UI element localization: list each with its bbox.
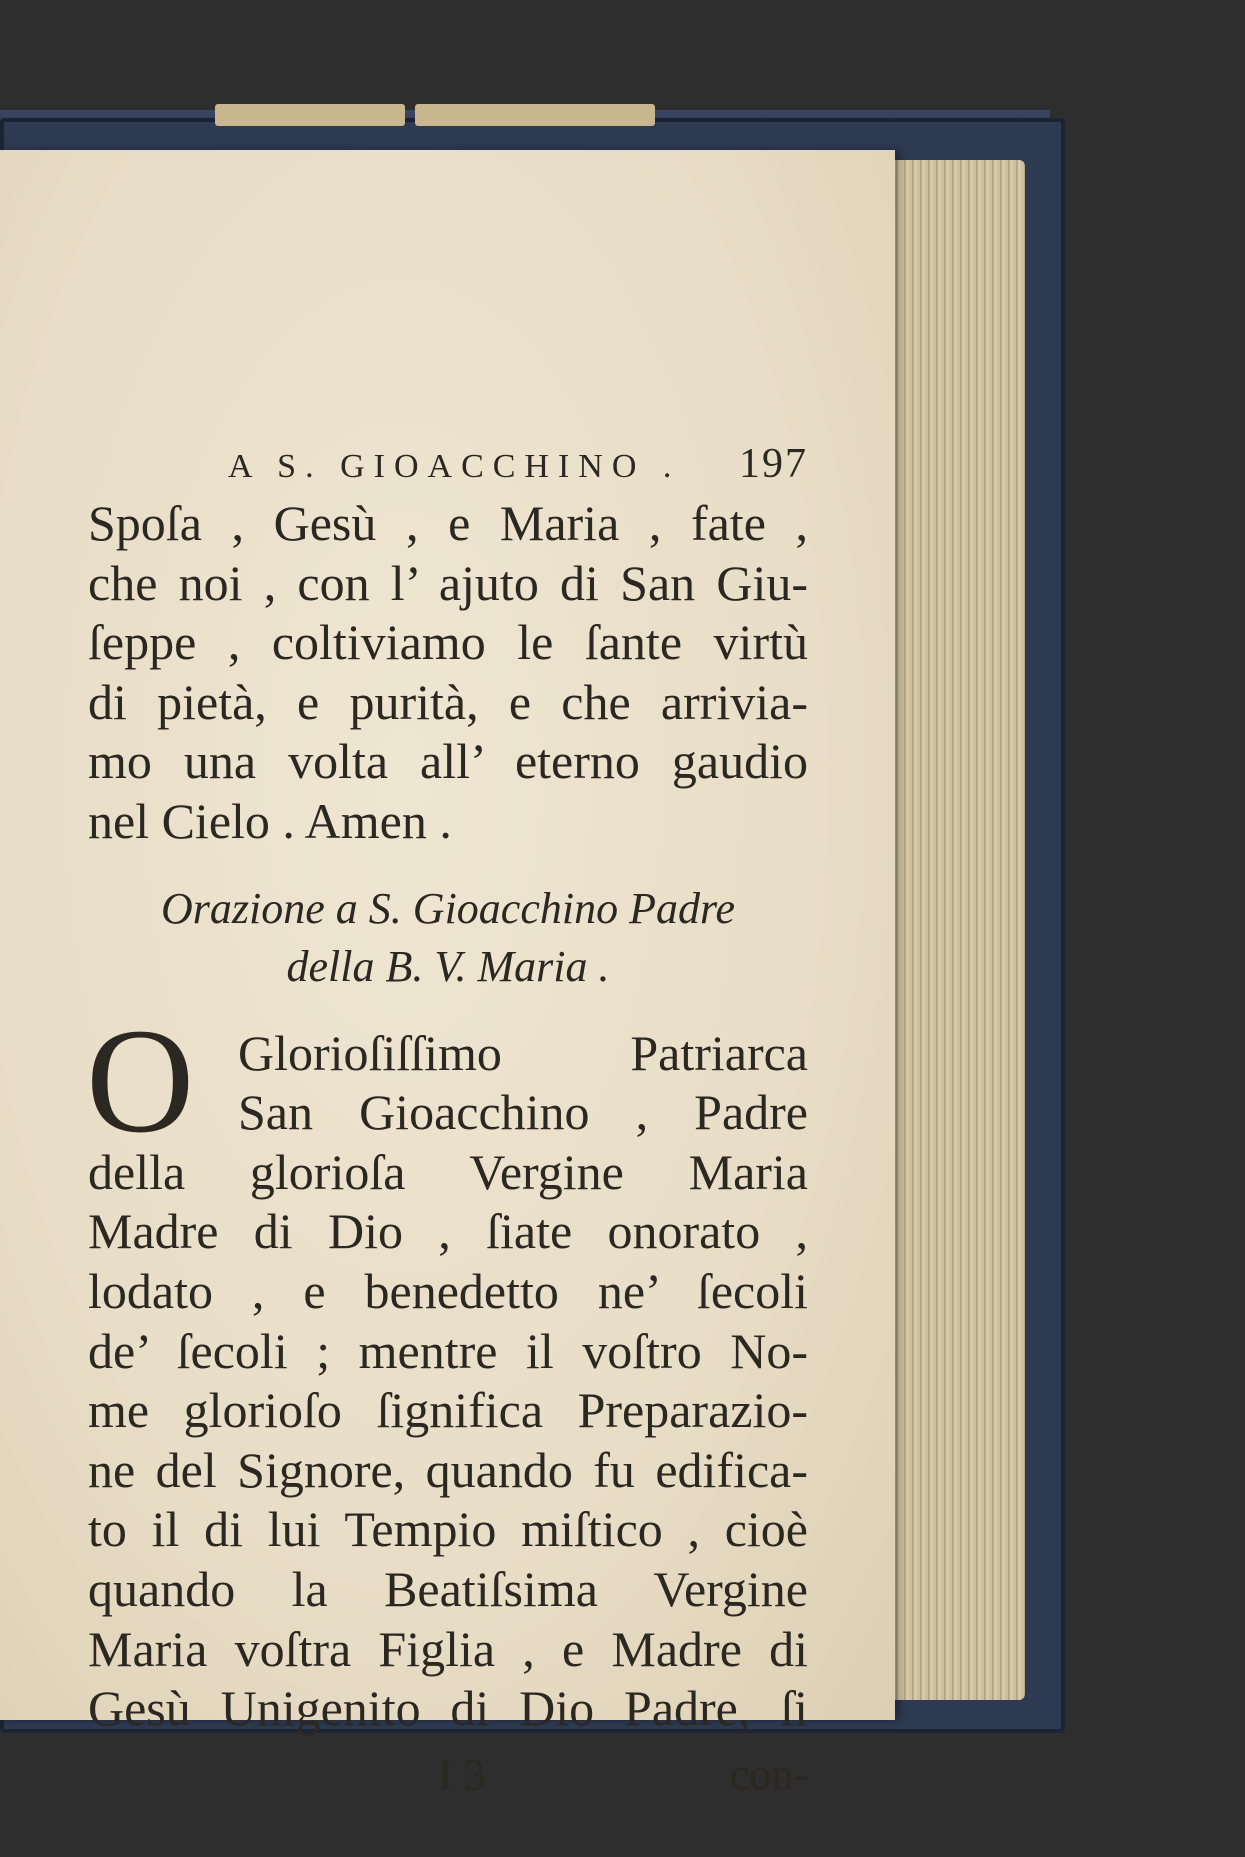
text-line: lodato , e benedetto ne’ ſecoli bbox=[88, 1262, 808, 1319]
text-line: Gesù Unigenito di Dio Padre, ſi bbox=[88, 1680, 808, 1737]
text-line: Spoſa , Gesù , e Maria , fate , bbox=[88, 495, 808, 551]
text-line: della glorioſa Vergine Maria bbox=[88, 1143, 808, 1200]
text-line: quando la Beatiſsima Vergine bbox=[88, 1560, 808, 1617]
text-line: di pietà, e purità, e che arrivia- bbox=[88, 673, 808, 730]
text-line: de’ ſecoli ; mentre il voſtro No- bbox=[88, 1322, 808, 1379]
signature-mark: I 3 bbox=[438, 1749, 486, 1799]
spine-fragment bbox=[415, 104, 655, 126]
page-footer bbox=[88, 1749, 808, 1800]
drop-capital: O bbox=[86, 997, 195, 1164]
text-line: ſeppe , coltiviamo le ſante virtù bbox=[88, 614, 808, 671]
text-line: Maria voſtra Figlia , e Madre di bbox=[88, 1620, 808, 1677]
text-line: nel Cielo . Amen . bbox=[88, 792, 452, 849]
page-number: 197 bbox=[739, 441, 808, 487]
catchword: con- bbox=[729, 1749, 808, 1799]
text-line: Glorioſiſſimo Patriarca bbox=[238, 1024, 808, 1081]
text-line: Madre di Dio , ſiate onorato , bbox=[88, 1203, 808, 1260]
book-page bbox=[0, 150, 895, 1799]
running-header bbox=[228, 440, 808, 488]
text-line: me glorioſo ſignifica Preparazio- bbox=[88, 1382, 808, 1439]
prayer-paragraph bbox=[86, 997, 808, 1739]
text-column bbox=[88, 440, 808, 1800]
text-line: San Gioacchino , Padre bbox=[238, 1084, 808, 1141]
spine-fragment bbox=[215, 104, 405, 126]
paragraph-continued bbox=[88, 494, 808, 852]
text-line: che noi , con l’ ajuto di San Giu- bbox=[88, 554, 808, 611]
text-line: to il di lui Tempio miſtico , cioè bbox=[88, 1501, 808, 1558]
page-edges bbox=[885, 160, 1025, 1700]
section-title-line1: Orazione a S. Gioacchino Padre bbox=[161, 883, 735, 933]
section-title-line2: della B. V. Maria . bbox=[286, 941, 610, 991]
text-line: mo una volta all’ eterno gaudio bbox=[88, 733, 808, 790]
running-title: A S. GIOACCHINO . bbox=[228, 448, 681, 485]
text-line: ne del Signore, quando fu edifica- bbox=[88, 1441, 808, 1498]
